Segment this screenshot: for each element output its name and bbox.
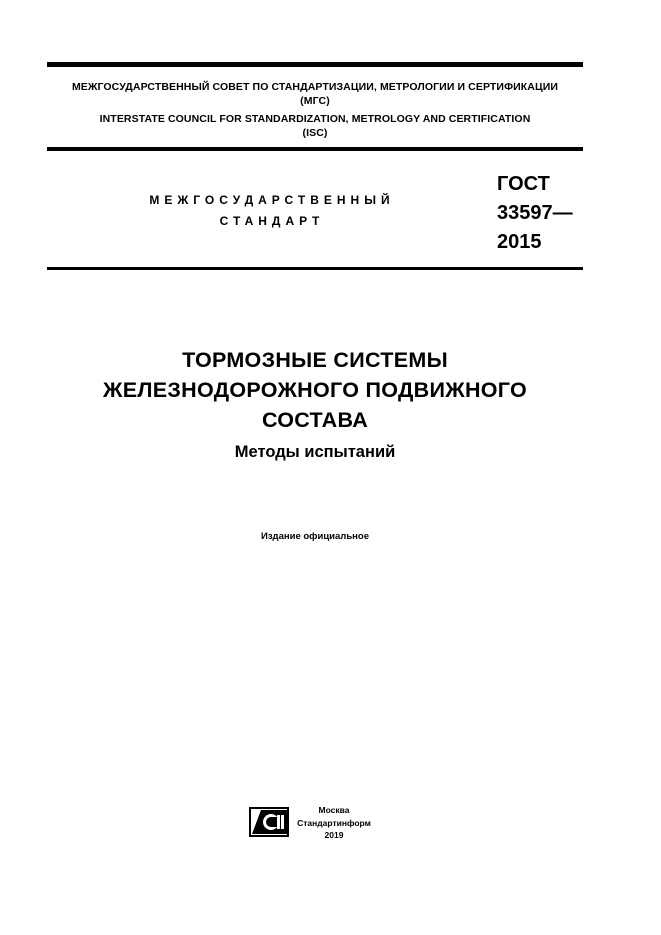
document-title xyxy=(47,345,583,435)
standard-type-line2: СТАНДАРТ xyxy=(219,214,325,228)
edition-note: Издание официальное xyxy=(261,531,369,542)
publisher-name: Стандартинформ xyxy=(297,817,371,828)
standard-code-number: 33597— xyxy=(497,202,573,224)
title-line-1: ТОРМОЗНЫЕ СИСТЕМЫ xyxy=(182,348,448,372)
council-name-ru: МЕЖГОСУДАРСТВЕННЫЙ СОВЕТ ПО СТАНДАРТИЗАЦИИ, МЕТРОЛОГИИ И СЕРТИФИКАЦИИ xyxy=(71,81,559,93)
middle-divider xyxy=(47,147,583,151)
publisher-info xyxy=(296,804,372,842)
publisher-city: Москва xyxy=(318,805,350,815)
council-abbr-ru: (МГС) xyxy=(300,95,330,107)
standard-code xyxy=(497,170,573,257)
title-line-2: ЖЕЛЕЗНОДОРОЖНОГО ПОДВИЖНОГО xyxy=(102,378,528,402)
lower-divider xyxy=(47,267,583,270)
publication-year: 2019 xyxy=(324,830,344,840)
council-name-en: INTERSTATE COUNCIL FOR STANDARDIZATION, METROLOGY AND CERTIFICATION xyxy=(99,113,531,125)
standartinform-logo-icon xyxy=(249,807,289,837)
top-divider xyxy=(47,62,583,67)
council-abbr-en: (ISC) xyxy=(302,127,328,139)
document-subtitle: Методы испытаний xyxy=(234,443,396,461)
title-line-3: СОСТАВА xyxy=(261,408,369,432)
standard-type-line1: МЕЖГОСУДАРСТВЕННЫЙ xyxy=(149,193,395,207)
standard-code-prefix: ГОСТ xyxy=(497,173,550,195)
standard-code-year: 2015 xyxy=(497,231,542,253)
